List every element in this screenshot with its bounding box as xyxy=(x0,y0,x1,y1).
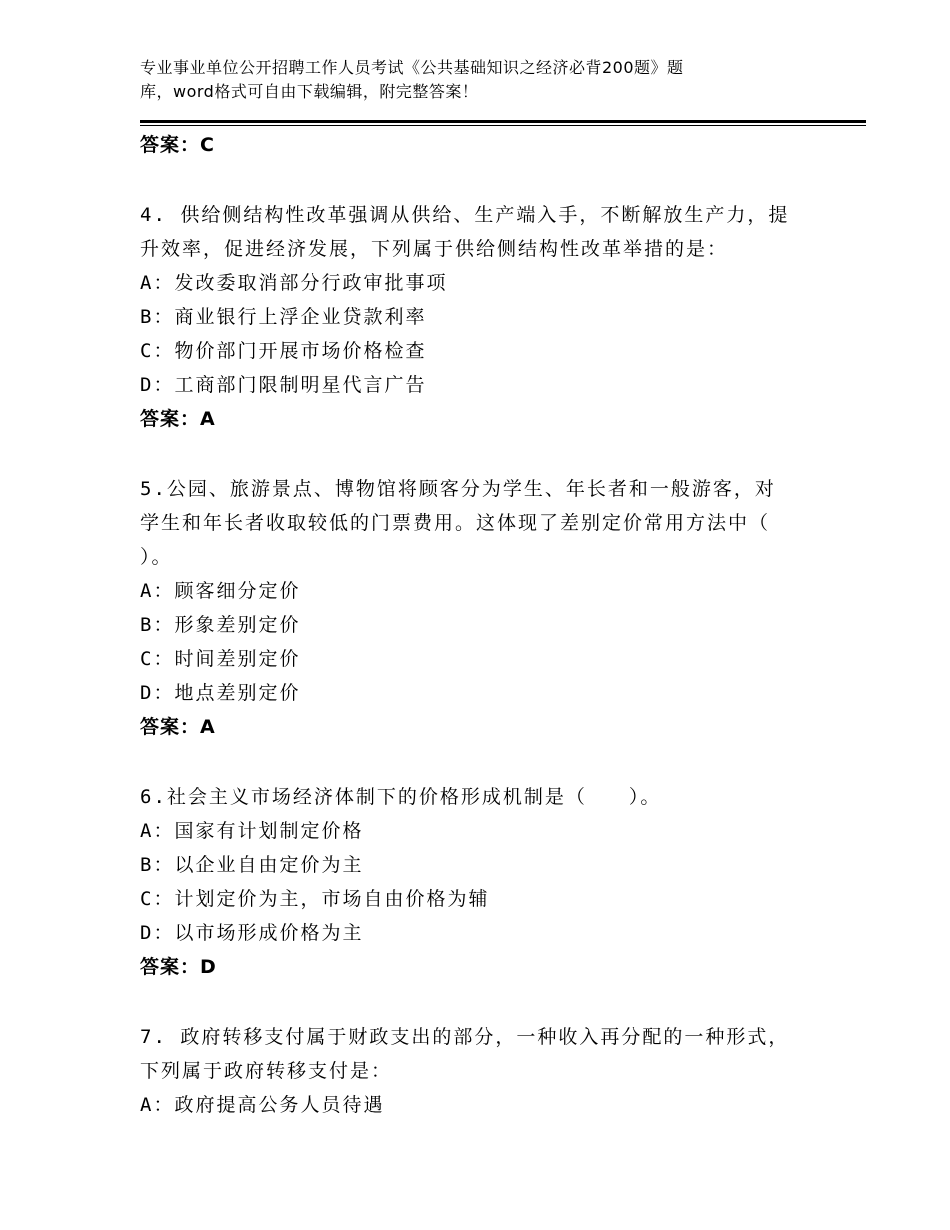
header-line-2: 库，word格式可自由下载编辑，附完整答案！ xyxy=(140,82,479,101)
option-d: D：地点差别定价 xyxy=(140,682,301,704)
option-d: D：以市场形成价格为主 xyxy=(140,922,364,944)
option-a: A：顾客细分定价 xyxy=(140,580,301,602)
option-c: C：计划定价为主，市场自由价格为辅 xyxy=(140,888,490,910)
answer-label: 答案：D xyxy=(140,956,217,978)
option-c: C：物价部门开展市场价格检查 xyxy=(140,340,427,362)
header-rule-thin xyxy=(140,125,866,126)
question-text-line: 升效率，促进经济发展，下列属于供给侧结构性改革举措的是： xyxy=(140,238,729,260)
option-b: B：以企业自由定价为主 xyxy=(140,854,364,876)
answer-label: 答案：C xyxy=(140,134,215,156)
option-b: B：形象差别定价 xyxy=(140,614,301,636)
option-d: D：工商部门限制明星代言广告 xyxy=(140,374,427,396)
question-text-line: 4. 供给侧结构性改革强调从供给、生产端入手，不断解放生产力，提 xyxy=(140,204,790,226)
document-header xyxy=(140,56,800,104)
question-text-line: 学生和年长者收取较低的门票费用。这体现了差别定价常用方法中（ xyxy=(140,512,771,534)
question-block-5 xyxy=(140,472,820,744)
question-text-line: 6.社会主义市场经济体制下的价格形成机制是（ ）。 xyxy=(140,786,662,808)
header-line-1: 专业事业单位公开招聘工作人员考试《公共基础知识之经济必背200题》题 xyxy=(140,58,684,77)
question-block-4 xyxy=(140,198,820,436)
option-a: A：政府提高公务人员待遇 xyxy=(140,1094,385,1116)
option-c: C：时间差别定价 xyxy=(140,648,301,670)
question-block-7 xyxy=(140,1020,820,1122)
header-rule-thick xyxy=(140,120,866,123)
option-a: A：发改委取消部分行政审批事项 xyxy=(140,272,448,294)
option-b: B：商业银行上浮企业贷款利率 xyxy=(140,306,427,328)
question-text-line: 下列属于政府转移支付是： xyxy=(140,1060,393,1082)
answer-label: 答案：A xyxy=(140,408,216,430)
question-text-line: ）。 xyxy=(140,546,173,568)
question-block-6 xyxy=(140,780,820,984)
option-a: A：国家有计划制定价格 xyxy=(140,820,364,842)
question-text-line: 5.公园、旅游景点、博物馆将顾客分为学生、年长者和一般游客，对 xyxy=(140,478,776,500)
answer-label: 答案：A xyxy=(140,716,216,738)
document-body xyxy=(140,128,820,1122)
question-text-line: 7. 政府转移支付属于财政支出的部分，一种收入再分配的一种形式， xyxy=(140,1026,790,1048)
